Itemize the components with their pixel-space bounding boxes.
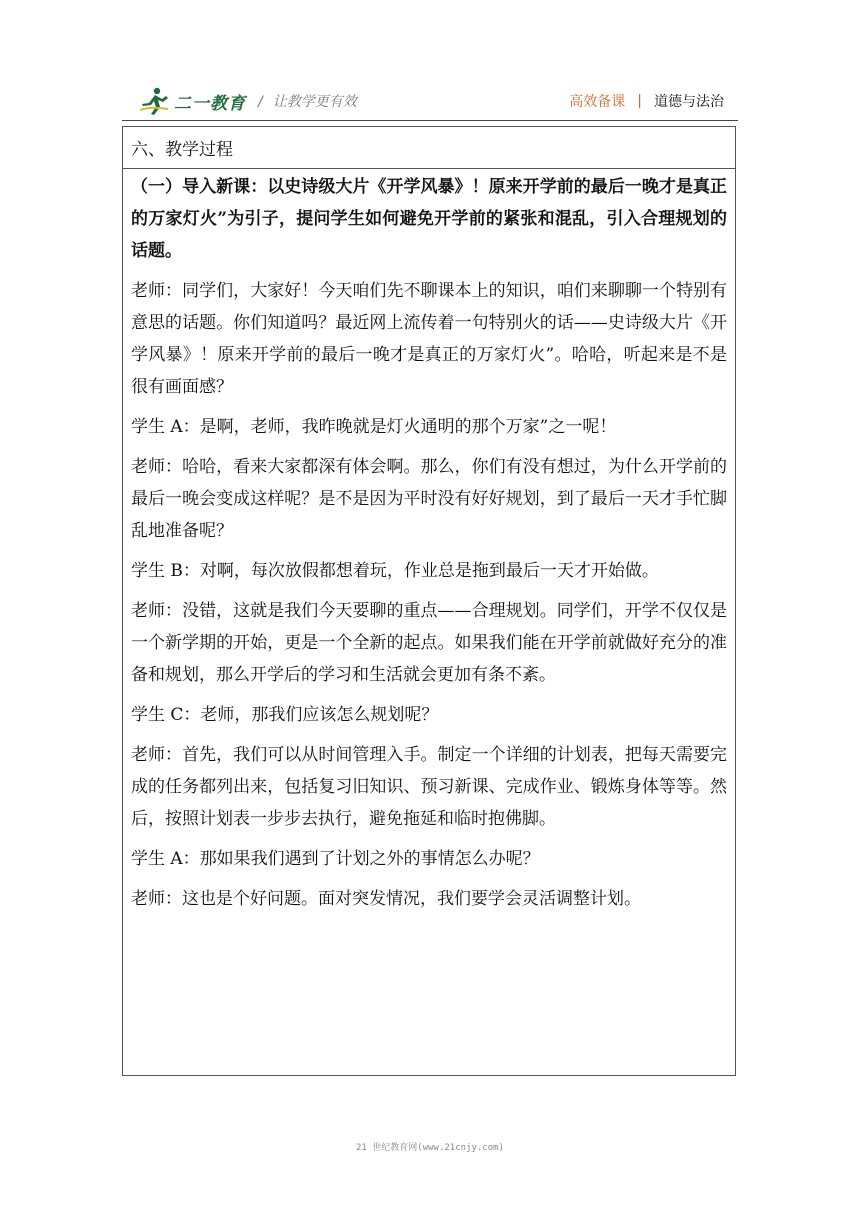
slogan-slash: / xyxy=(258,94,263,110)
dialogue-line: 学生 A：那如果我们遇到了计划之外的事情怎么办呢？ xyxy=(131,849,540,869)
dialogue-line: 老师：没错，这就是我们今天要聊的重点——合理规划。同学们，开学不仅仅是一个新学期的开始，更是一个全新的起点。如果我们能在开学前就做好充分的准备和规划，那么开学后的学习和生活就会更加有条不紊。 xyxy=(131,601,727,685)
lesson-heading: （一）导入新课：以史诗级大片《开学风暴》！原来开学前的最后一晚才是真正的万家灯火”为引子，提问学生如何避免开学前的紧张和混乱，引入合理规划的话题。 xyxy=(131,177,727,261)
slogan-text: 让教学更有效 xyxy=(272,94,357,110)
dialogue-line: 学生 B：对啊，每次放假都想着玩，作业总是拖到最后一天才开始做。 xyxy=(131,561,659,581)
header-divider xyxy=(122,120,738,121)
lesson-table xyxy=(122,126,736,1076)
header-subject: 道德与法治 xyxy=(654,94,724,110)
dialogue-line: 老师：哈哈，看来大家都深有体会啊。那么，你们有没有想过，为什么开学前的最后一晚会变成这样呢？是不是因为平时没有好好规划，到了最后一天才手忙脚乱地准备呢？ xyxy=(131,457,727,541)
logo xyxy=(138,84,246,118)
section-content xyxy=(123,169,735,915)
dialogue-line: 学生 A：是啊，老师，我昨晚就是灯火通明的那个万家”之一呢！ xyxy=(131,417,617,437)
dialogue-line: 老师：这也是个好问题。面对突发情况，我们要学会灵活调整计划。 xyxy=(131,889,641,909)
runner-logo-icon xyxy=(138,86,172,116)
logo-text: 二一教育 xyxy=(174,93,246,114)
page-header xyxy=(0,0,860,125)
dialogue-line: 老师：同学们，大家好！今天咱们先不聊课本上的知识，咱们来聊聊一个特别有意思的话题。你们知道吗？最近网上流传着一句特别火的话——史诗级大片《开学风暴》！原来开学前的最后一晚才是真正的万家灯火”。哈哈，听起来是不是很有画面感？ xyxy=(131,281,727,397)
dialogue-line: 老师：首先，我们可以从时间管理入手。制定一个详细的计划表，把每天需要完成的任务都列出来，包括复习旧知识、预习新课、完成作业、锻炼身体等等。然后，按照计划表一步步去执行，避免拖延和临时抱佛脚。 xyxy=(131,745,727,829)
header-tag: 高效备课 xyxy=(569,94,626,110)
slogan xyxy=(258,91,357,111)
section-title: 六、教学过程 xyxy=(123,127,735,169)
header-separator: | xyxy=(637,93,642,109)
page-footer: 21 世纪教育网(www.21cnjy.com) xyxy=(356,1143,504,1153)
header-right xyxy=(569,91,724,111)
dialogue-line: 学生 C：老师，那我们应该怎么规划呢？ xyxy=(131,705,439,725)
